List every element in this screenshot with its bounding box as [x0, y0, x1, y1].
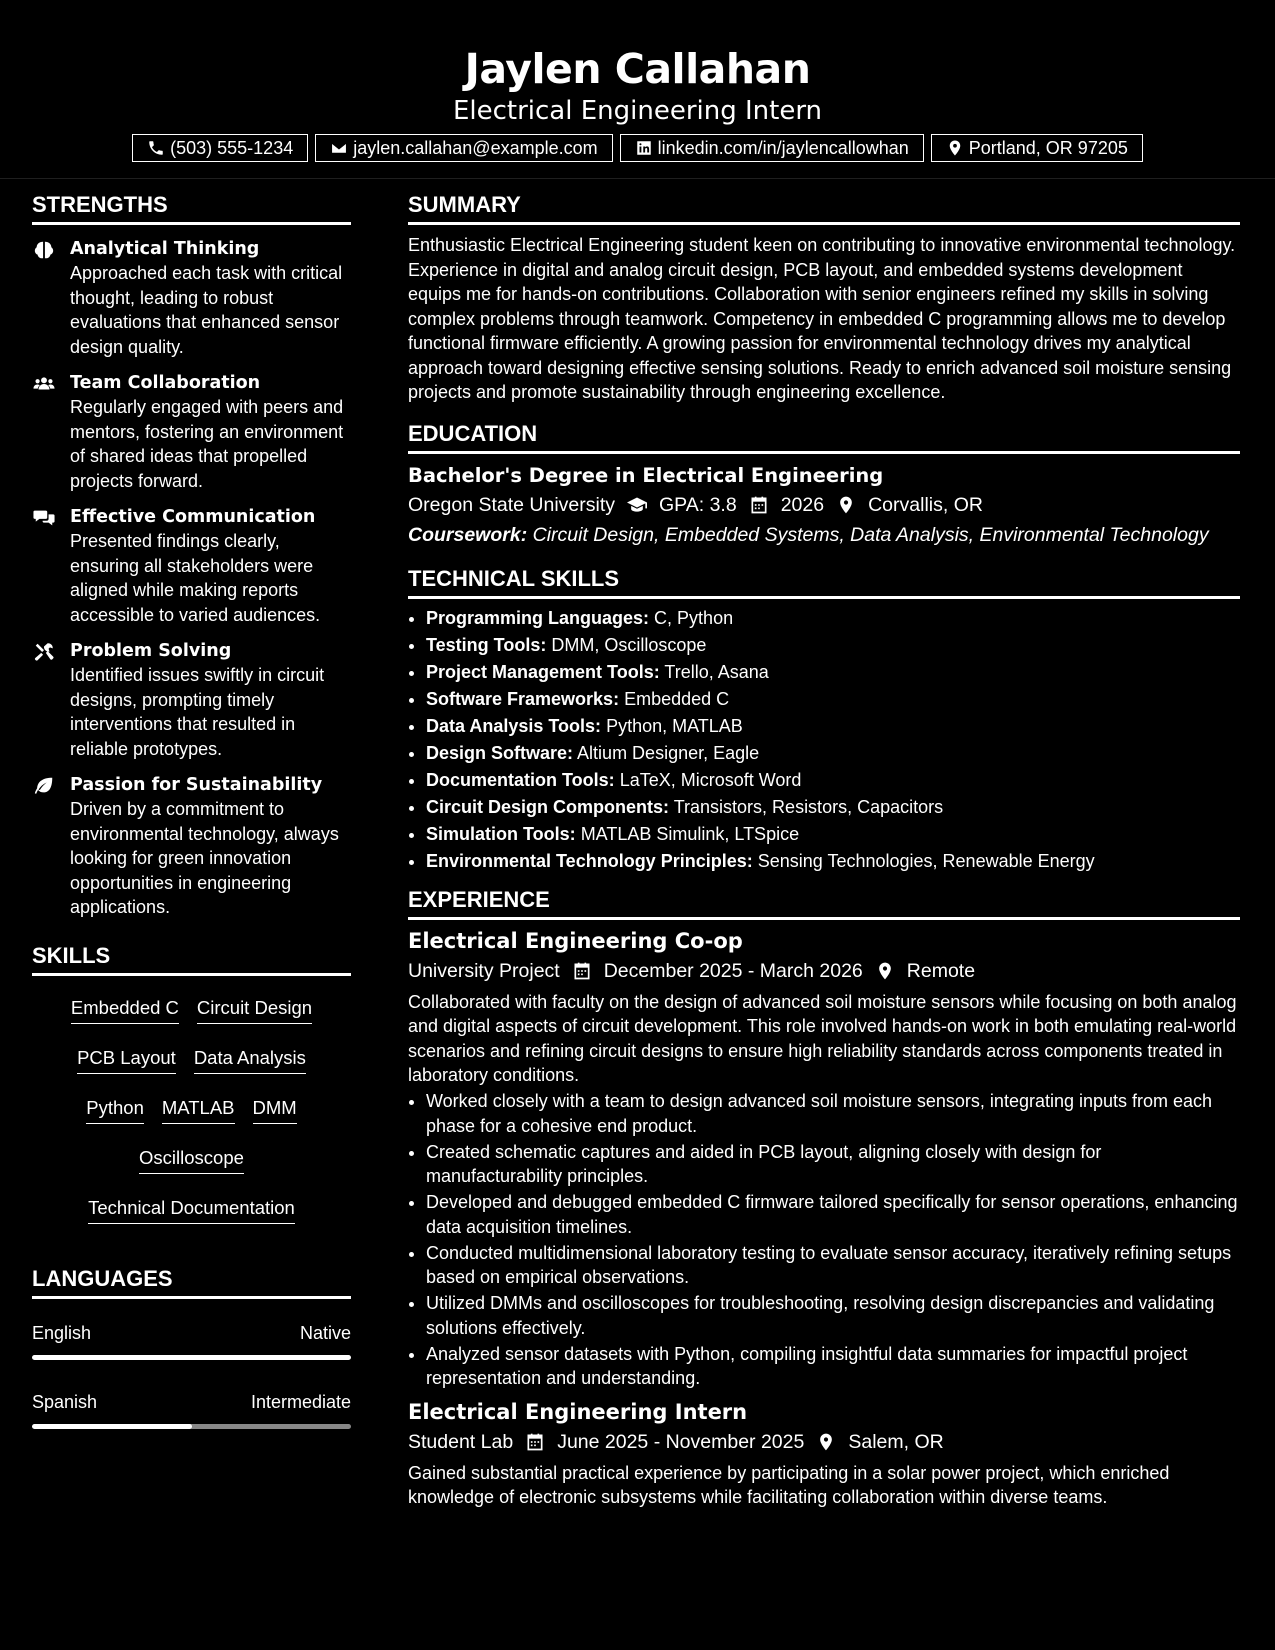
- job-org: Student Lab: [408, 1430, 514, 1453]
- job-meta: [408, 956, 1240, 986]
- experience-heading: EXPERIENCE: [408, 885, 1240, 920]
- skill-value: Trello, Asana: [664, 661, 769, 682]
- language-proficiency-fill: [32, 1355, 351, 1360]
- language-proficiency-bar: [32, 1424, 351, 1429]
- envelope-icon: [330, 139, 348, 157]
- job-title: Electrical Engineering Intern: [408, 1399, 748, 1424]
- job-description: Gained substantial practical experience by participating in a solar power project, which enriched knowledge of electronic subsystems while facilitating collaboration within diverse teams.: [408, 1462, 1170, 1507]
- degree-title: Bachelor's Degree in Electrical Engineering: [408, 463, 884, 487]
- coursework-list: Circuit Design, Embedded Systems, Data Analysis, Environmental Technology: [532, 523, 1209, 546]
- school-location: Corvallis, OR: [868, 493, 983, 516]
- contact-bar: [0, 134, 1275, 162]
- resume-header: [0, 0, 1275, 179]
- skill-value: DMM, Oscilloscope: [551, 634, 707, 655]
- job-bullets: [408, 1089, 1240, 1391]
- technical-skills-heading: TECHNICAL SKILLS: [408, 564, 1240, 599]
- skill-label: Programming Languages:: [426, 607, 650, 628]
- strength-title: Effective Communication: [70, 507, 316, 527]
- language-item: [32, 1321, 351, 1360]
- list-item: [426, 821, 1240, 848]
- linkedin-icon: [635, 139, 653, 157]
- strength-desc: Driven by a commitment to environmental technology, always looking for green innovation opportunities in engineering applications.: [70, 799, 339, 917]
- skill-label: Data Analysis Tools:: [426, 715, 602, 736]
- skill-value: MATLAB Simulink, LTSpice: [580, 823, 800, 844]
- contact-email[interactable]: [315, 134, 612, 162]
- education-heading: EDUCATION: [408, 419, 1240, 454]
- strength-desc: Presented findings clearly, ensuring all stakeholders were aligned while making reports accessible to varied audiences.: [70, 531, 321, 625]
- language-level: Native: [299, 1322, 351, 1343]
- strength-title: Passion for Sustainability: [70, 775, 323, 795]
- list-item: [426, 740, 1240, 767]
- skill-label: Software Frameworks:: [426, 688, 620, 709]
- contact-location: [931, 134, 1143, 162]
- list-item: [426, 767, 1240, 794]
- strength-item: [32, 773, 351, 920]
- skill-chip: Oscilloscope: [139, 1138, 244, 1174]
- list-item: • Developed and debugged embedded C firmware tailored specifically for sensor operations, enhancing data acquisition timelines.: [426, 1190, 1240, 1239]
- skill-chip: Embedded C: [71, 988, 179, 1024]
- job-dates: June 2025 - November 2025: [557, 1430, 805, 1453]
- skill-label: Design Software:: [426, 742, 574, 763]
- skill-chip: PCB Layout: [77, 1038, 176, 1074]
- job-title: Electrical Engineering Co-op: [408, 928, 743, 953]
- summary-text: Enthusiastic Electrical Engineering student keen on contributing to innovative environmental technology. Experience in digital and analog circuit design, PCB layout, and embedded systems development equips me for hands-on contributions. Collaboration with senior engineers refined my skills in solving complex problems through teamwork. Competency in embedded C programming allows me to develop functional firmware efficiently. A growing passion for environmental technology drives my analytical approach toward designing effective sensing solutions. Ready to enrich advanced soil moisture sensing projects and promote sustainability through engineering excellence.: [408, 235, 1236, 402]
- skill-label: Documentation Tools:: [426, 769, 615, 790]
- skill-label: Circuit Design Components:: [426, 796, 670, 817]
- skill-label: Testing Tools:: [426, 634, 547, 655]
- graduation-year: 2026: [780, 493, 825, 516]
- tools-icon: [32, 641, 56, 663]
- calendar-icon: [572, 961, 592, 981]
- contact-linkedin[interactable]: [620, 134, 924, 162]
- languages-heading: LANGUAGES: [32, 1264, 351, 1299]
- skill-label: Simulation Tools:: [426, 823, 576, 844]
- strength-desc: Identified issues swiftly in circuit designs, prompting timely interventions that resulted in reliable prototypes.: [70, 665, 325, 759]
- right-column: [408, 178, 1240, 1510]
- language-name: English: [32, 1322, 92, 1343]
- skill-value: Altium Designer, Eagle: [577, 742, 760, 763]
- strength-desc: Regularly engaged with peers and mentors, fostering an environment of shared ideas that propelled projects forward.: [70, 397, 344, 491]
- list-item: • Conducted multidimensional laboratory testing to evaluate sensor accuracy, iteratively refining setups based on empirical observations.: [426, 1241, 1240, 1290]
- skill-chip: MATLAB: [162, 1088, 235, 1124]
- job-location: Remote: [906, 959, 976, 982]
- job-org: University Project: [408, 959, 560, 982]
- skill-value: Embedded C: [624, 688, 730, 709]
- job-location: Salem, OR: [848, 1430, 944, 1453]
- strength-title: Team Collaboration: [70, 373, 261, 393]
- list-item: • Utilized DMMs and oscilloscopes for troubleshooting, resolving design discrepancies and validating solutions effectively.: [426, 1291, 1240, 1340]
- map-pin-icon: [946, 139, 964, 157]
- skill-value: Python, MATLAB: [606, 715, 743, 736]
- list-item: [426, 848, 1240, 875]
- phone-icon: [147, 139, 165, 157]
- skill-value: LaTeX, Microsoft Word: [619, 769, 802, 790]
- graduation-cap-icon: [627, 495, 647, 515]
- skill-chip: Python: [86, 1088, 144, 1124]
- coursework-label: Coursework:: [408, 523, 528, 546]
- skill-value: Transistors, Resistors, Capacitors: [673, 796, 944, 817]
- brain-icon: [32, 239, 56, 261]
- calendar-icon: [525, 1432, 545, 1452]
- language-proficiency-fill: [32, 1424, 192, 1429]
- comments-icon: [32, 507, 56, 529]
- skill-chip: DMM: [253, 1088, 297, 1124]
- candidate-title: Electrical Engineering Intern: [452, 96, 823, 126]
- language-name: Spanish: [32, 1391, 98, 1412]
- list-item: • Analyzed sensor datasets with Python, compiling insightful data summaries for impactful project representation and understanding.: [426, 1342, 1240, 1391]
- skill-chip: Technical Documentation: [88, 1188, 295, 1224]
- strength-item: [32, 505, 351, 627]
- skill-label: Environmental Technology Principles:: [426, 850, 753, 871]
- leaf-icon: [32, 775, 56, 797]
- map-pin-icon: [875, 961, 895, 981]
- list-item: [426, 686, 1240, 713]
- list-item: [426, 713, 1240, 740]
- strength-item: [32, 639, 351, 761]
- contact-phone[interactable]: [132, 134, 308, 162]
- summary-heading: SUMMARY: [408, 190, 1240, 225]
- skill-chip: Data Analysis: [194, 1038, 306, 1074]
- strength-desc: Approached each task with critical thought, leading to robust evaluations that enhanced sensor design quality.: [70, 263, 343, 357]
- job-description: Collaborated with faculty on the design of advanced soil moisture sensors while focusing on both analog and digital aspects of circuit development. This role involved hands-on work in both emulating real-world scenarios and refining circuit designs to ensure high reliability standards across components treated in laboratory conditions.: [408, 991, 1237, 1085]
- calendar-icon: [749, 495, 769, 515]
- education-meta: [408, 490, 1240, 520]
- strength-title: Analytical Thinking: [70, 239, 260, 259]
- list-item: • Worked closely with a team to design advanced soil moisture sensors, integrating inputs from each phase for a cohesive end product.: [426, 1089, 1240, 1138]
- phone-text: (503) 555-1234: [170, 138, 294, 158]
- job-entry: [408, 926, 1240, 1391]
- location-text: Portland, OR 97205: [968, 138, 1128, 158]
- job-meta: [408, 1427, 1240, 1457]
- school-name: Oregon State University: [408, 493, 616, 516]
- job-entry: [408, 1397, 1240, 1510]
- language-proficiency-bar: [32, 1355, 351, 1360]
- list-item: [426, 659, 1240, 686]
- skill-value: Sensing Technologies, Renewable Energy: [757, 850, 1095, 871]
- gpa-text: GPA: 3.8: [659, 493, 737, 516]
- job-dates: December 2025 - March 2026: [603, 959, 863, 982]
- linkedin-text: linkedin.com/in/jaylencallowhan: [657, 138, 909, 158]
- strengths-heading: STRENGTHS: [32, 190, 351, 225]
- map-pin-icon: [836, 495, 856, 515]
- language-level: Intermediate: [250, 1391, 351, 1412]
- list-item: [426, 632, 1240, 659]
- left-column: [32, 178, 351, 1429]
- list-item: • Created schematic captures and aided in PCB layout, aligning closely with design for manufacturability principles.: [426, 1140, 1240, 1189]
- strength-item: [32, 371, 351, 493]
- email-text: jaylen.callahan@example.com: [353, 138, 598, 158]
- coursework-line: [408, 520, 1240, 550]
- candidate-name: Jaylen Callahan: [464, 45, 811, 93]
- skill-label: Project Management Tools:: [426, 661, 660, 682]
- language-item: [32, 1390, 351, 1429]
- users-icon: [32, 373, 56, 395]
- skills-heading: SKILLS: [32, 941, 351, 976]
- strength-title: Problem Solving: [70, 641, 232, 661]
- map-pin-icon: [816, 1432, 836, 1452]
- skill-value: C, Python: [654, 607, 734, 628]
- technical-skills-list: [408, 605, 1240, 875]
- list-item: [426, 794, 1240, 821]
- list-item: [426, 605, 1240, 632]
- skills-list: [32, 982, 351, 1232]
- skill-chip: Circuit Design: [197, 988, 312, 1024]
- strength-item: [32, 237, 351, 359]
